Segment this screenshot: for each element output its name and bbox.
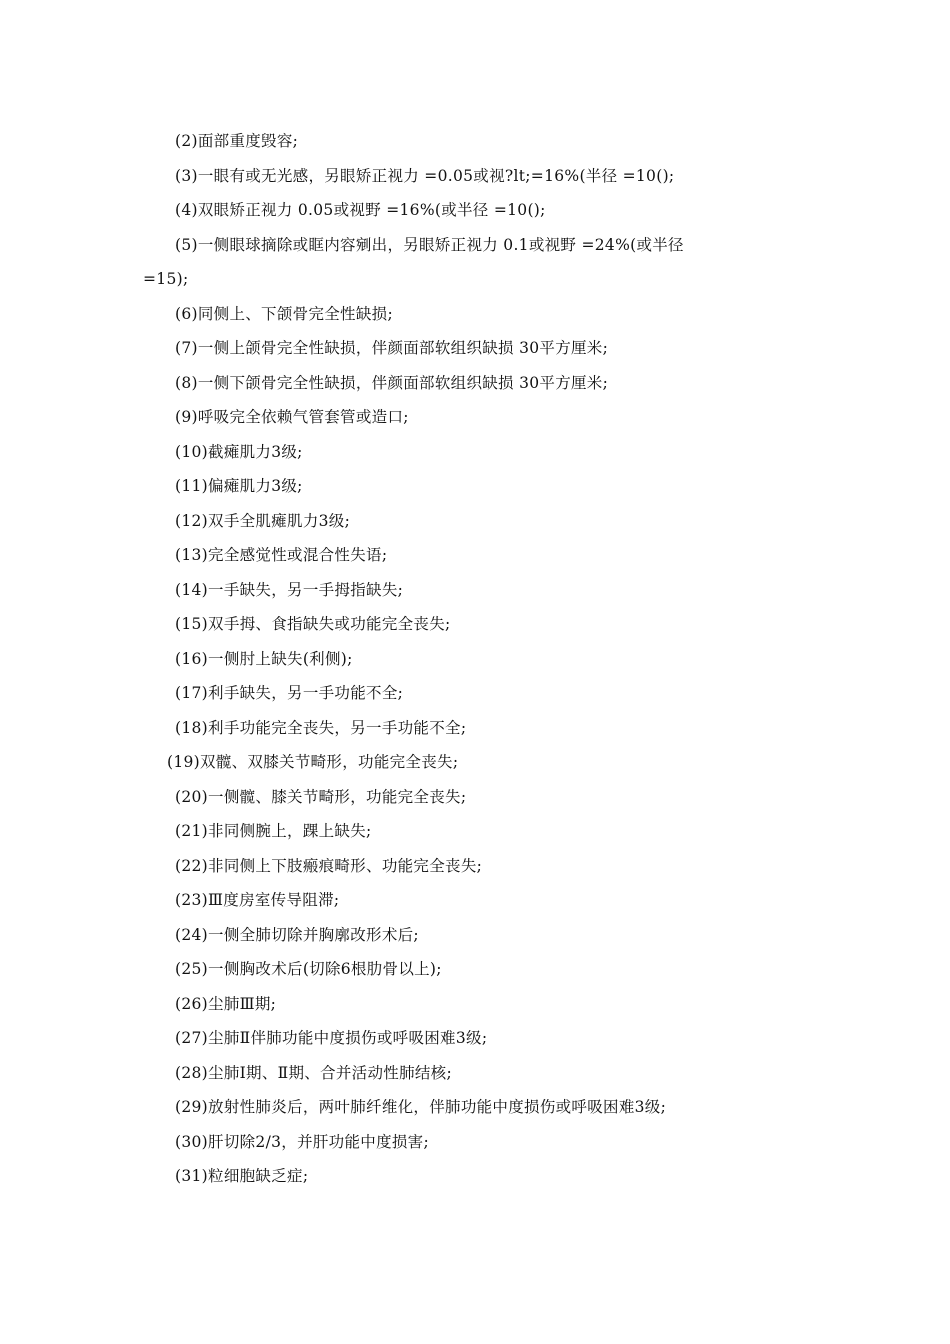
- list-item: (2)面部重度毁容;: [175, 132, 299, 150]
- list-item: (10)截瘫肌力3级;: [175, 442, 303, 461]
- list-item: (14)一手缺失，另一手拇指缺失;: [175, 580, 404, 599]
- list-item: (16)一侧肘上缺失(利侧);: [175, 649, 353, 668]
- list-item-continuation: =15);: [143, 270, 189, 288]
- list-item: (4)双眼矫正视力 0.05或视野 =16%(或半径 =10();: [175, 201, 546, 219]
- list-item: (24)一侧全肺切除并胸廓改形术后;: [175, 925, 419, 944]
- list-item: (19)双髋、双膝关节畸形，功能完全丧失;: [167, 753, 459, 771]
- list-item: (29)放射性肺炎后，两叶肺纤维化，伴肺功能中度损伤或呼吸困难3级;: [175, 1098, 667, 1116]
- list-item: (12)双手全肌瘫肌力3级;: [175, 511, 351, 530]
- list-item: (8)一侧下颌骨完全性缺损，伴颜面部软组织缺损 30平方厘米;: [175, 373, 609, 392]
- list-item: (28)尘肺Ⅰ期、Ⅱ期、合并活动性肺结核;: [175, 1063, 452, 1082]
- list-item: (25)一侧胸改术后(切除6根肋骨以上);: [175, 960, 442, 978]
- list-item: (21)非同侧腕上，踝上缺失;: [175, 822, 372, 840]
- list-item: (17)利手缺失，另一手功能不全;: [175, 684, 404, 702]
- list-item: (11)偏瘫肌力3级;: [175, 477, 303, 495]
- list-item: (23)Ⅲ度房室传导阻滞;: [175, 891, 340, 909]
- list-item: (30)肝切除2/3，并肝功能中度损害;: [175, 1132, 429, 1151]
- list-item: (27)尘肺Ⅱ伴肺功能中度损伤或呼吸困难3级;: [175, 1029, 488, 1047]
- list-item: (9)呼吸完全依赖气管套管或造口;: [175, 408, 409, 426]
- list-item: (5)一侧眼球摘除或眶内容剜出，另眼矫正视力 0.1或视野 =24%(或半径: [175, 235, 684, 254]
- list-item: (22)非同侧上下肢瘢痕畸形、功能完全丧失;: [175, 856, 483, 875]
- list-item: (15)双手拇、食指缺失或功能完全丧失;: [175, 615, 451, 633]
- list-item: (31)粒细胞缺乏症;: [175, 1167, 309, 1185]
- document-body: [143, 124, 793, 1194]
- list-item: (20)一侧髋、膝关节畸形，功能完全丧失;: [175, 787, 467, 806]
- list-item: (18)利手功能完全丧失，另一手功能不全;: [175, 718, 467, 737]
- list-item: (6)同侧上、下颌骨完全性缺损;: [175, 304, 393, 323]
- list-item: (13)完全感觉性或混合性失语;: [175, 546, 388, 564]
- list-item: (26)尘肺Ⅲ期;: [175, 994, 277, 1013]
- list-item: (7)一侧上颌骨完全性缺损，伴颜面部软组织缺损 30平方厘米;: [175, 339, 609, 357]
- list-item: (3)一眼有或无光感，另眼矫正视力 =0.05或视?lt;=16%(半径 =10();: [175, 166, 675, 185]
